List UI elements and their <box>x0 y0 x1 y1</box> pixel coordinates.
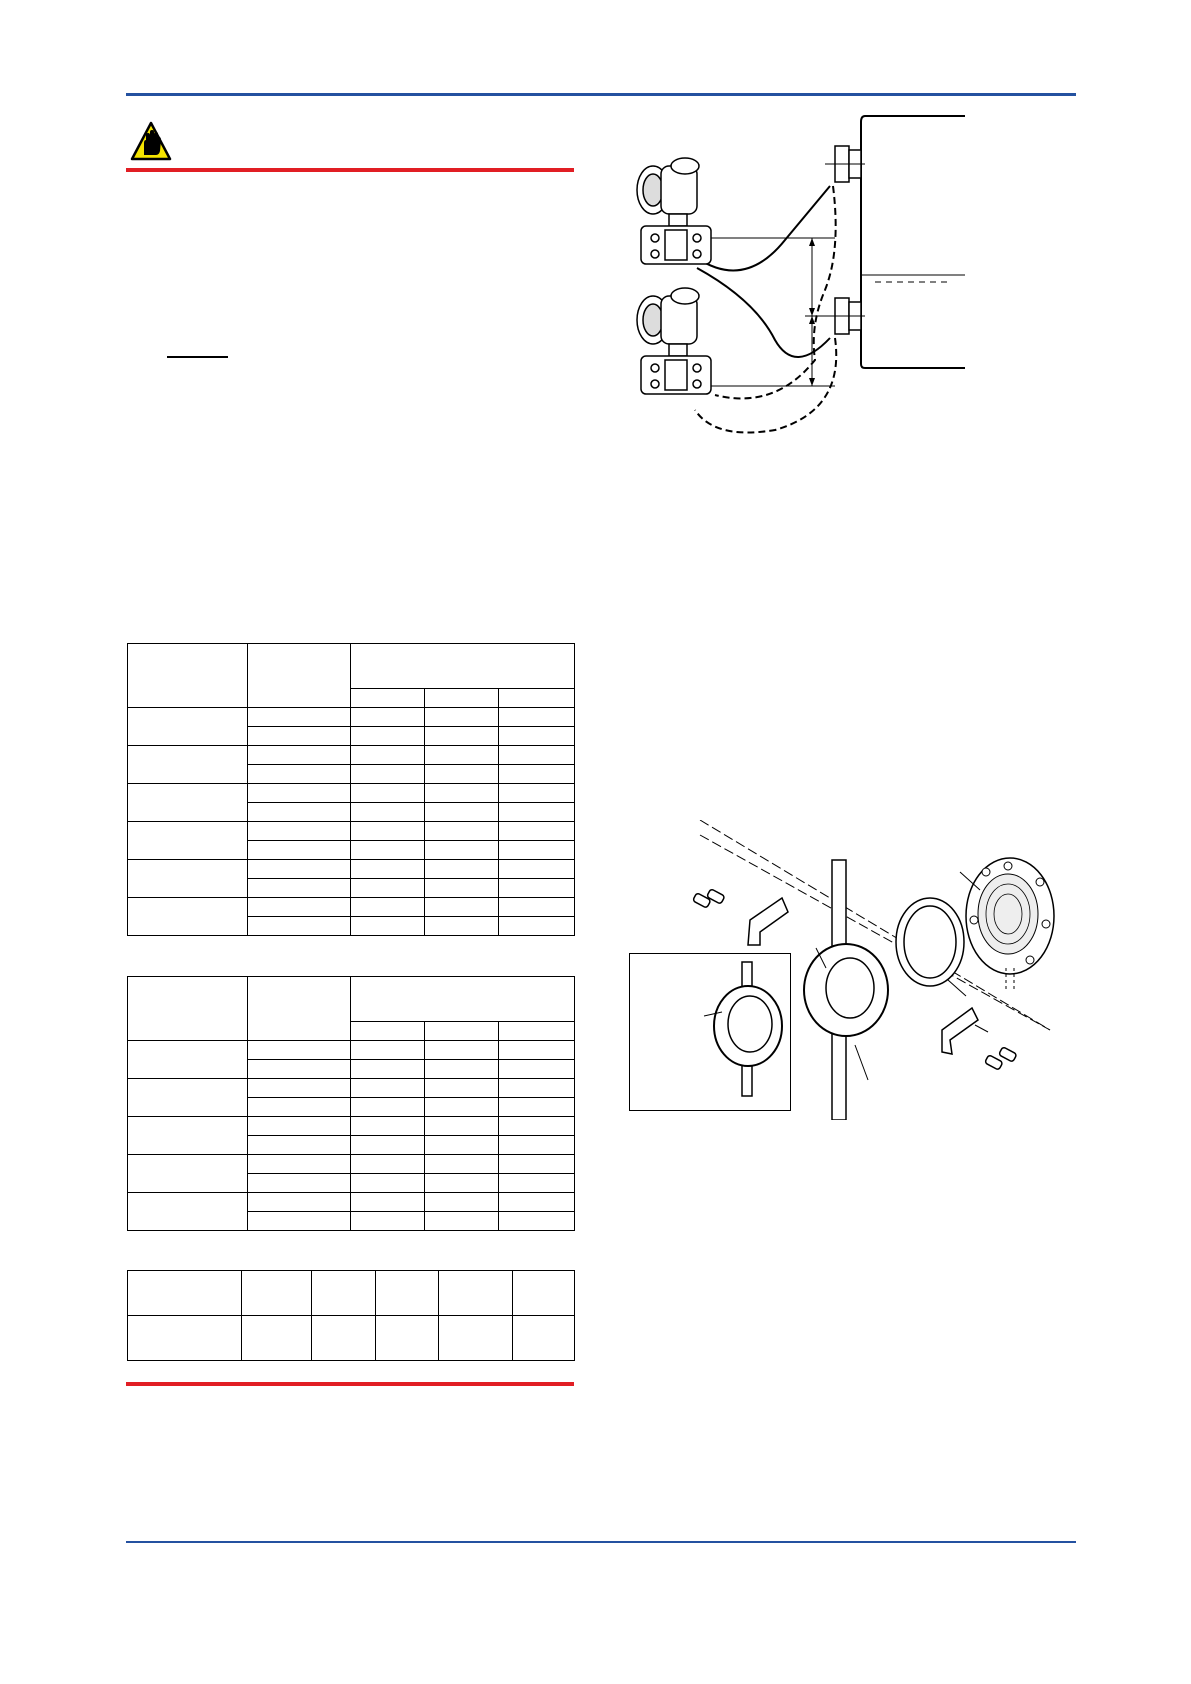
table-cell <box>425 1060 499 1079</box>
table-cell <box>499 879 575 898</box>
table-cell <box>425 1079 499 1098</box>
table-cell <box>248 1098 351 1117</box>
table-cell <box>425 860 499 879</box>
table-header-cell <box>499 689 575 708</box>
table-cell <box>351 1136 425 1155</box>
table-cell <box>248 1041 351 1060</box>
tank-installation-figure <box>625 110 975 440</box>
table-cell <box>248 727 351 746</box>
table-header-cell <box>425 689 499 708</box>
table-cell <box>248 1212 351 1231</box>
warning-bottom-rule <box>126 1382 574 1386</box>
table-cell <box>351 1193 425 1212</box>
table-cell <box>499 727 575 746</box>
table-header-cell <box>242 1271 312 1316</box>
table-header-cell <box>351 644 575 689</box>
table-cell <box>499 917 575 936</box>
table-cell <box>425 879 499 898</box>
table-cell <box>499 765 575 784</box>
table-cell <box>499 784 575 803</box>
table-cell <box>128 1079 248 1117</box>
table-cell <box>248 1193 351 1212</box>
table-cell <box>242 1316 312 1361</box>
table-cell <box>499 1098 575 1117</box>
table-cell <box>351 1212 425 1231</box>
table-cell <box>425 765 499 784</box>
table-cell <box>128 784 248 822</box>
table-cell <box>425 841 499 860</box>
table-cell <box>248 898 351 917</box>
table-header-cell <box>248 644 351 708</box>
table-cell <box>425 1136 499 1155</box>
table-header-cell <box>248 977 351 1041</box>
table-cell <box>248 917 351 936</box>
table-header-cell <box>128 1271 242 1316</box>
table-cell <box>351 822 425 841</box>
table-cell <box>248 1117 351 1136</box>
table-cell <box>248 822 351 841</box>
table-cell <box>499 1174 575 1193</box>
table-cell <box>351 727 425 746</box>
table-cell <box>499 1079 575 1098</box>
table-cell <box>128 860 248 898</box>
table-cell <box>351 1174 425 1193</box>
table-cell <box>425 917 499 936</box>
table-header-cell <box>351 1022 425 1041</box>
table-cell <box>128 746 248 784</box>
table-cell <box>248 765 351 784</box>
table-cell <box>499 841 575 860</box>
table-cell <box>499 1136 575 1155</box>
table-header-cell <box>513 1271 575 1316</box>
table-cell <box>425 1098 499 1117</box>
table-cell <box>425 803 499 822</box>
table-header-cell <box>312 1271 376 1316</box>
table-header-cell <box>439 1271 513 1316</box>
table-cell <box>351 841 425 860</box>
table-cell <box>499 1212 575 1231</box>
table-cell <box>513 1316 575 1361</box>
table-cell <box>499 822 575 841</box>
spec-table-2 <box>127 976 575 1231</box>
table-cell <box>351 746 425 765</box>
table-header-cell <box>499 1022 575 1041</box>
table-cell <box>425 1174 499 1193</box>
table-header-cell <box>128 644 248 708</box>
table-cell <box>128 1155 248 1193</box>
table-cell <box>128 1041 248 1079</box>
table-header-cell <box>351 977 575 1022</box>
table-header-cell <box>351 689 425 708</box>
table-cell <box>499 746 575 765</box>
table-cell <box>376 1316 439 1361</box>
table-cell <box>248 746 351 765</box>
spec-table-3 <box>127 1270 575 1361</box>
table-cell <box>248 879 351 898</box>
table-cell <box>351 708 425 727</box>
table-cell <box>425 1193 499 1212</box>
table-cell <box>425 746 499 765</box>
table-cell <box>248 784 351 803</box>
table-cell <box>351 917 425 936</box>
hand-caution-icon <box>130 121 172 161</box>
flushing-ring-detail <box>630 954 790 1110</box>
detail-inset-box <box>629 953 791 1111</box>
table-cell <box>248 1136 351 1155</box>
table-cell <box>499 898 575 917</box>
table-cell <box>351 803 425 822</box>
table-cell <box>425 1117 499 1136</box>
table-cell <box>351 1041 425 1060</box>
table-cell <box>499 860 575 879</box>
footer-rule <box>126 1541 1076 1543</box>
table-cell <box>248 1079 351 1098</box>
table-cell <box>425 784 499 803</box>
table-cell <box>425 822 499 841</box>
table-cell <box>351 860 425 879</box>
table-cell <box>312 1316 376 1361</box>
table-header-cell <box>376 1271 439 1316</box>
table-cell <box>248 841 351 860</box>
table-cell <box>351 1098 425 1117</box>
table-cell <box>351 765 425 784</box>
table-cell <box>499 1117 575 1136</box>
table-cell <box>425 898 499 917</box>
table-cell <box>499 1060 575 1079</box>
table-cell <box>248 1174 351 1193</box>
table-cell <box>128 1316 242 1361</box>
table-cell <box>499 803 575 822</box>
table-cell <box>128 708 248 746</box>
spec-table-1 <box>127 643 575 936</box>
table-cell <box>425 727 499 746</box>
table-cell <box>351 879 425 898</box>
table-cell <box>499 1041 575 1060</box>
table-cell <box>248 803 351 822</box>
table-cell <box>351 1155 425 1174</box>
table-cell <box>248 1060 351 1079</box>
table-cell <box>425 1041 499 1060</box>
header-rule <box>126 93 1076 96</box>
table-cell <box>425 708 499 727</box>
table-cell <box>351 898 425 917</box>
table-cell <box>351 1117 425 1136</box>
table-cell <box>128 1193 248 1231</box>
warning-top-rule <box>126 168 574 172</box>
table-cell <box>499 1155 575 1174</box>
table-cell <box>499 708 575 727</box>
table-cell <box>351 784 425 803</box>
table-cell <box>248 708 351 727</box>
table-cell <box>425 1155 499 1174</box>
underline-mark <box>167 356 228 358</box>
table-cell <box>439 1316 513 1361</box>
table-header-cell <box>128 977 248 1041</box>
table-cell <box>128 822 248 860</box>
table-cell <box>425 1212 499 1231</box>
table-header-cell <box>425 1022 499 1041</box>
table-cell <box>128 1117 248 1155</box>
table-cell <box>248 860 351 879</box>
table-cell <box>248 1155 351 1174</box>
table-cell <box>128 898 248 936</box>
table-cell <box>351 1060 425 1079</box>
table-cell <box>499 1193 575 1212</box>
table-cell <box>351 1079 425 1098</box>
